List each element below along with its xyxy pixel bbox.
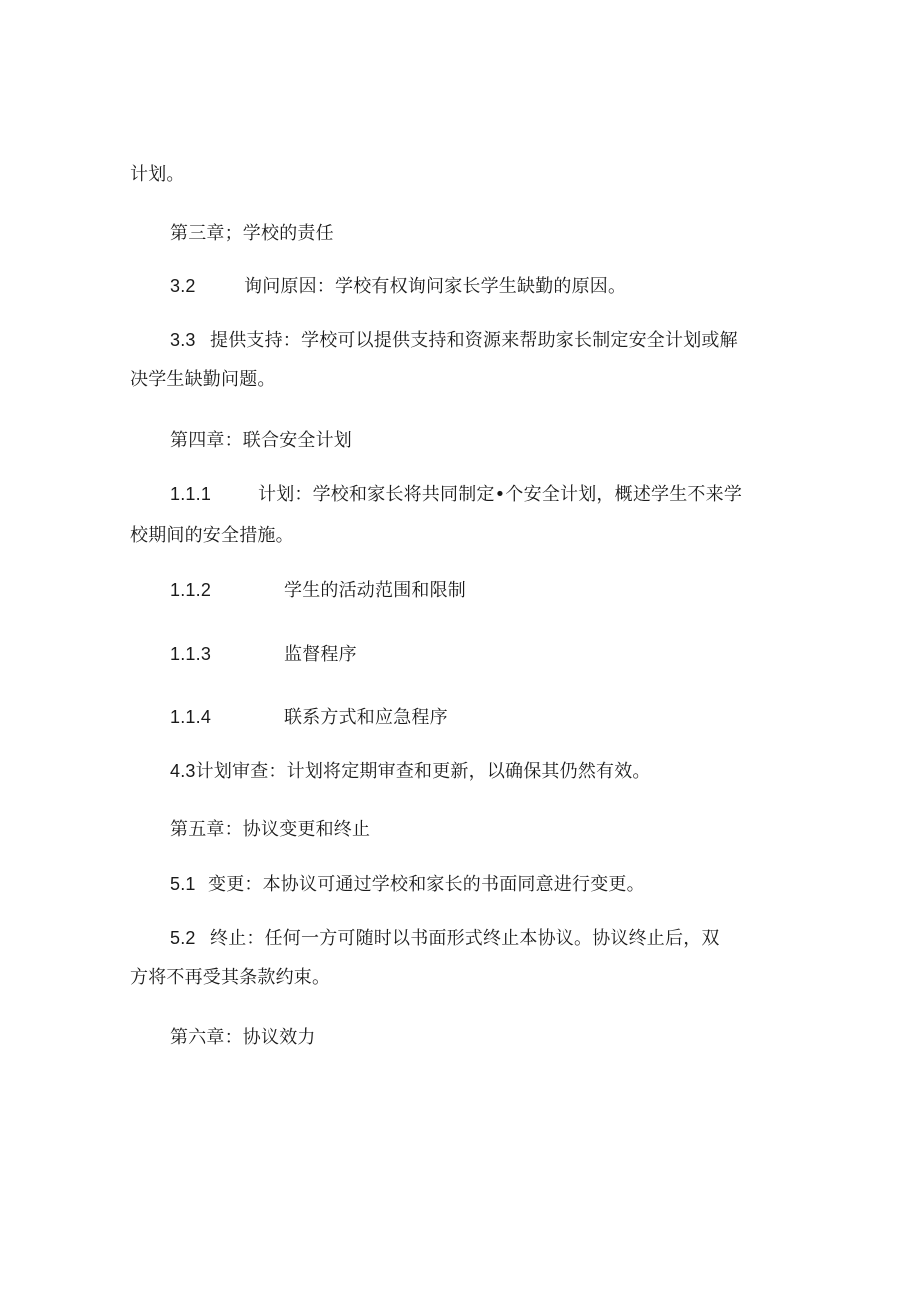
- clause-1-1-2-number: 1.1.2: [170, 580, 212, 600]
- clause-1-1-4-number: 1.1.4: [170, 707, 212, 727]
- chapter-5-heading: 第五章：协议变更和终止: [170, 819, 371, 839]
- clause-5-2-line1: [170, 928, 720, 949]
- clause-1-1-2: [170, 580, 466, 601]
- clause-5-2-text-line1: 终止：任何一方可随时以书面形式终止本协议。协议终止后，双: [210, 928, 720, 949]
- clause-5-1-text: 变更：本协议可通过学校和家长的书面同意进行变更。: [208, 874, 645, 895]
- clause-1-1-4-text: 联系方式和应急程序: [284, 707, 448, 728]
- chapter-4-heading: 第四章：联合安全计划: [170, 430, 352, 450]
- clause-1-1-3-text: 监督程序: [284, 644, 357, 665]
- clause-3-2-text: 询问原因：学校有权询问家长学生缺勤的原因。: [244, 276, 627, 297]
- clause-1-1-1-number: 1.1.1: [170, 484, 212, 504]
- clause-1-1-1-text-line2: 校期间的安全措施。: [130, 525, 294, 546]
- chapter-3-heading: 第三章；学校的责任: [170, 223, 334, 243]
- clause-5-1-number: 5.1: [170, 874, 196, 894]
- chapter-6-heading: 第六章：协议效力: [170, 1027, 316, 1047]
- clause-1-1-1-text-line1: 计划：学校和家长将共同制定•个安全计划，概述学生不来学: [258, 484, 743, 505]
- paragraph-continuation: 计划。: [130, 164, 185, 185]
- clause-3-2: [170, 276, 626, 297]
- clause-4-3-text: 计划审查：计划将定期审查和更新，以确保其仍然有效。: [195, 761, 651, 782]
- clause-3-2-number: 3.2: [170, 276, 196, 296]
- clause-1-1-2-text: 学生的活动范围和限制: [284, 580, 466, 601]
- clause-3-3-line1: [170, 330, 738, 351]
- clause-5-1: [170, 874, 645, 895]
- clause-3-3-number: 3.3: [170, 330, 196, 350]
- clause-1-1-3: [170, 644, 357, 665]
- clause-4-3: [170, 761, 651, 782]
- clause-3-3-text-line2: 决学生缺勤问题。: [130, 369, 276, 390]
- clause-4-3-number: 4.3: [170, 761, 196, 781]
- clause-5-2-number: 5.2: [170, 928, 196, 948]
- clause-3-3-text-line1: 提供支持：学校可以提供支持和资源来帮助家长制定安全计划或解: [210, 330, 738, 351]
- clause-5-2-text-line2: 方将不再受其条款约束。: [130, 967, 331, 988]
- clause-1-1-1-line1: [170, 484, 742, 505]
- clause-1-1-3-number: 1.1.3: [170, 644, 212, 664]
- clause-1-1-4: [170, 707, 448, 728]
